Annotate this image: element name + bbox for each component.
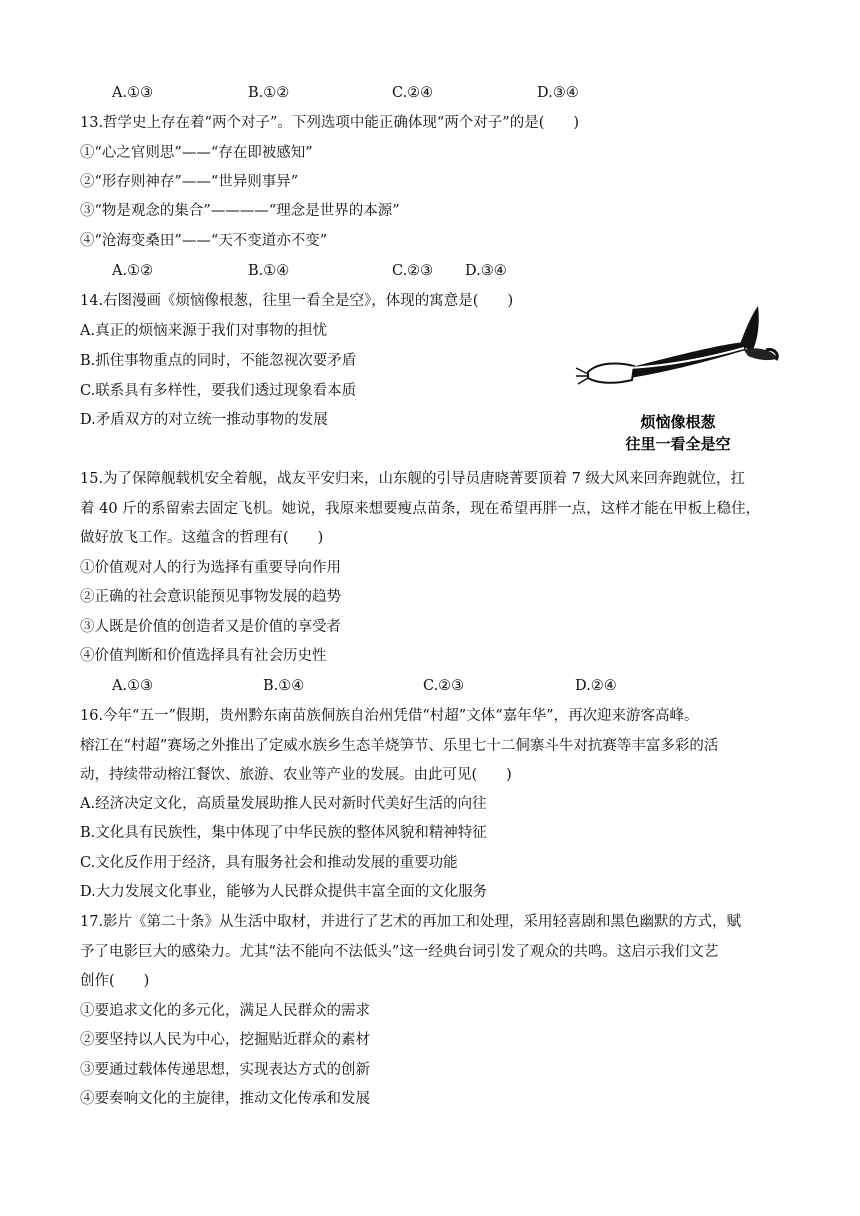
q17-item-3: ③要通过载体传递思想，实现表达方式的创新 — [80, 1062, 370, 1078]
q17-stem-line-2: 予了电影巨大的感染力。尤其“法不能向不法低头”这一经典台词引发了观众的共鸣。这启示我们文艺 — [80, 944, 719, 960]
q15-item-2: ②正确的社会意识能预见事物发展的趋势 — [80, 589, 341, 605]
q16-option-d: D.大力发展文化事业，能够为人民群众提供丰富全面的文化服务 — [80, 884, 488, 900]
q15-stem-line-2: 着 40 斤的系留索去固定飞机。她说，我原来想要瘦点苗条，现在希望再胖一点，这样才能在甲板上稳住， — [80, 501, 761, 517]
q16-stem-line-3: 动，持续带动榕江餐饮、旅游、农业等产业的发展。由此可见( ) — [80, 767, 512, 783]
comic-caption-line-2: 往里一看全是空 — [625, 435, 731, 453]
q17-item-4: ④要奏响文化的主旋律，推动文化传承和发展 — [80, 1091, 370, 1107]
q12-option-b: B.①② — [248, 85, 290, 101]
q13-option-b: B.①④ — [248, 263, 290, 279]
q14-option-d: D.矛盾双方的对立统一推动事物的发展 — [80, 412, 328, 428]
q15-option-a: A.①③ — [112, 678, 154, 694]
q14-stem: 14.右图漫画《烦恼像根葱，往里一看全是空》，体现的寓意是( ) — [80, 293, 514, 309]
q13-option-a: A.①② — [112, 263, 154, 279]
q13-option-c: C.②③ — [392, 263, 434, 279]
scallion-icon — [568, 300, 788, 400]
q15-option-b: B.①④ — [263, 678, 305, 694]
q16-stem-line-2: 榕江在“村超”赛场之外推出了定威水族乡生态羊烧笋节、乐里七十二侗寨斗牛对抗赛等丰富多彩的活 — [80, 738, 719, 754]
q15-item-4: ④价值判断和价值选择具有社会历史性 — [80, 648, 327, 664]
q15-option-d: D.②④ — [575, 678, 617, 694]
q15-option-c: C.②③ — [423, 678, 465, 694]
q12-option-a: A.①③ — [112, 85, 154, 101]
q13-option-d: D.③④ — [465, 263, 507, 279]
q13-item-3: ③“物是观念的集合”————“理念是世界的本源” — [80, 203, 400, 219]
q15-item-3: ③人既是价值的创造者又是价值的享受者 — [80, 619, 341, 635]
comic-caption-line-1: 烦恼像根葱 — [640, 413, 716, 431]
q15-stem-line-1: 15.为了保障舰载机安全着舰，战友平安归来，山东舰的引导员唐晓菁要顶着 7 级大风来回奔跑就位，扛 — [80, 471, 745, 487]
q14-option-a: A.真正的烦恼来源于我们对事物的担忧 — [80, 323, 328, 339]
q16-stem-line-1: 16.今年“五一”假期，贵州黔东南苗族侗族自治州凭借“村超”文体“嘉年华”，再次迎来游客高峰。 — [80, 708, 699, 724]
q16-option-b: B.文化具有民族性，集中体现了中华民族的整体风貌和精神特征 — [80, 825, 487, 841]
q17-item-1: ①要追求文化的多元化，满足人民群众的需求 — [80, 1003, 370, 1019]
comic-illustration — [568, 300, 788, 470]
q16-option-c: C.文化反作用于经济，具有服务社会和推动发展的重要功能 — [80, 855, 458, 871]
q13-stem: 13.哲学史上存在着“两个对子”。下列选项中能正确体现“两个对子”的是( ) — [80, 115, 580, 131]
q12-option-c: C.②④ — [392, 85, 434, 101]
q17-stem-line-3: 创作( ) — [80, 973, 150, 989]
q17-stem-line-1: 17.影片《第二十条》从生活中取材，并进行了艺术的再加工和处理，采用轻喜剧和黑色幽默的方式，赋 — [80, 914, 742, 930]
q15-stem-line-3: 做好放飞工作。这蕴含的哲理有( ) — [80, 530, 324, 546]
q17-item-2: ②要坚持以人民为中心，挖掘贴近群众的素材 — [80, 1032, 370, 1048]
q14-option-b: B.抓住事物重点的同时，不能忽视次要矛盾 — [80, 353, 357, 369]
q14-option-c: C.联系具有多样性，要我们透过现象看本质 — [80, 383, 357, 399]
q13-item-4: ④“沧海变桑田”——“天不变道亦不变” — [80, 233, 328, 249]
q13-item-1: ①“心之官则思”——“存在即被感知” — [80, 145, 313, 161]
q15-item-1: ①价值观对人的行为选择有重要导向作用 — [80, 560, 341, 576]
q12-option-d: D.③④ — [537, 85, 579, 101]
q16-option-a: A.经济决定文化，高质量发展助推人民对新时代美好生活的向往 — [80, 796, 487, 812]
q13-item-2: ②“形存则神存”——“世异则事异” — [80, 174, 299, 190]
